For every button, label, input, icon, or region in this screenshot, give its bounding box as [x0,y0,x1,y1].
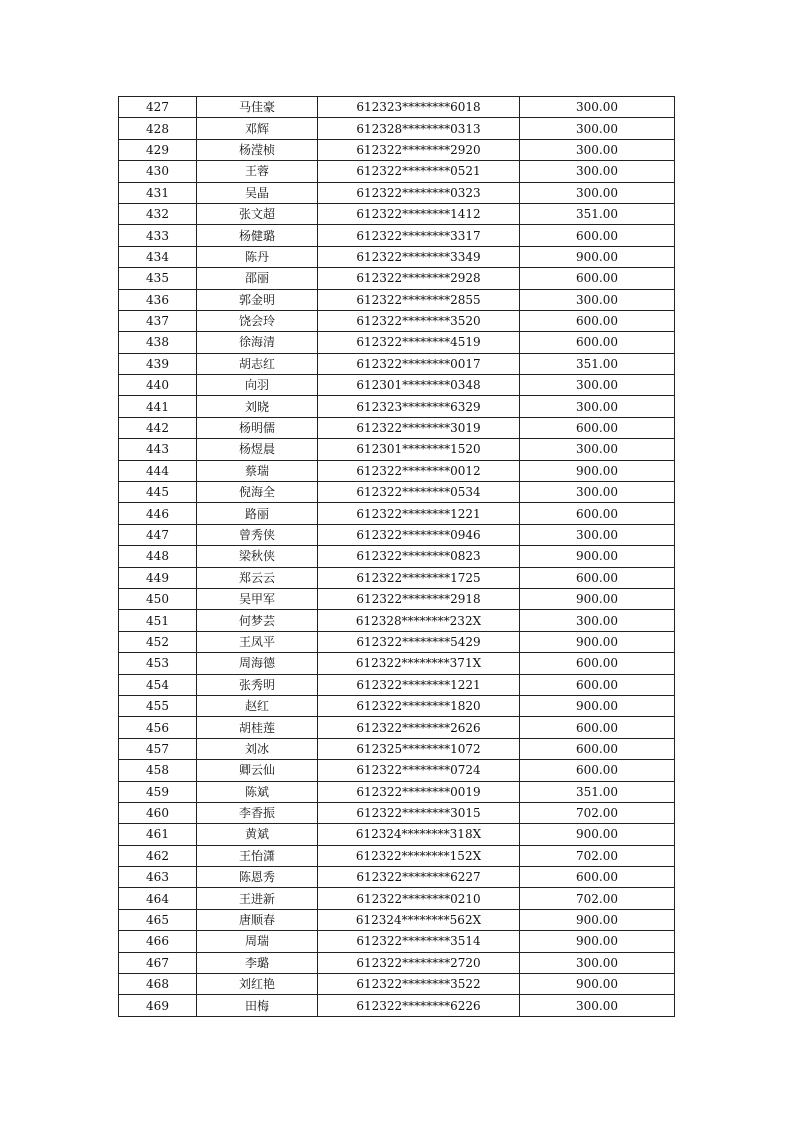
table-row [119,760,675,781]
row-number-cell: 430 [119,161,197,182]
id-number-cell: 612322********1412 [318,203,520,224]
row-number-cell: 443 [119,439,197,460]
amount-cell: 300.00 [520,97,675,118]
amount-cell: 900.00 [520,824,675,845]
recipient-name-cell: 何梦芸 [197,610,318,631]
table-row [119,974,675,995]
table-row [119,396,675,417]
recipient-name-cell: 田梅 [197,995,318,1016]
row-number-cell: 455 [119,695,197,716]
table-row [119,97,675,118]
recipient-name-cell: 饶会玲 [197,310,318,331]
amount-cell: 600.00 [520,674,675,695]
table-row [119,546,675,567]
row-number-cell: 452 [119,631,197,652]
row-number-cell: 456 [119,717,197,738]
amount-cell: 300.00 [520,289,675,310]
recipient-name-cell: 胡桂莲 [197,717,318,738]
table-row [119,439,675,460]
table-row [119,503,675,524]
row-number-cell: 462 [119,845,197,866]
id-number-cell: 612322********2855 [318,289,520,310]
id-number-cell: 612322********3514 [318,931,520,952]
id-number-cell: 612322********3522 [318,974,520,995]
row-number-cell: 469 [119,995,197,1016]
recipient-name-cell: 马佳豪 [197,97,318,118]
amount-cell: 900.00 [520,909,675,930]
table-row [119,375,675,396]
table-row [119,674,675,695]
row-number-cell: 446 [119,503,197,524]
row-number-cell: 450 [119,588,197,609]
row-number-cell: 466 [119,931,197,952]
id-number-cell: 612322********2626 [318,717,520,738]
table-row [119,225,675,246]
recipient-name-cell: 周海德 [197,653,318,674]
amount-cell: 900.00 [520,246,675,267]
id-number-cell: 612322********1725 [318,567,520,588]
amount-cell: 300.00 [520,952,675,973]
table-row [119,332,675,353]
amount-cell: 300.00 [520,482,675,503]
roster-body [119,97,675,1017]
table-row [119,909,675,930]
table-row [119,203,675,224]
amount-cell: 300.00 [520,375,675,396]
id-number-cell: 612322********2928 [318,268,520,289]
recipient-name-cell: 王怡潇 [197,845,318,866]
id-number-cell: 612322********0017 [318,353,520,374]
table-row [119,995,675,1016]
id-number-cell: 612322********0019 [318,781,520,802]
amount-cell: 600.00 [520,332,675,353]
amount-cell: 600.00 [520,225,675,246]
recipient-name-cell: 陈丹 [197,246,318,267]
row-number-cell: 460 [119,802,197,823]
row-number-cell: 467 [119,952,197,973]
amount-cell: 300.00 [520,610,675,631]
table-row [119,268,675,289]
amount-cell: 900.00 [520,931,675,952]
id-number-cell: 612324********318X [318,824,520,845]
table-row [119,845,675,866]
recipient-name-cell: 李璐 [197,952,318,973]
amount-cell: 600.00 [520,867,675,888]
amount-cell: 900.00 [520,588,675,609]
amount-cell: 600.00 [520,738,675,759]
row-number-cell: 438 [119,332,197,353]
table-row [119,888,675,909]
id-number-cell: 612322********2918 [318,588,520,609]
table-row [119,182,675,203]
amount-cell: 600.00 [520,310,675,331]
id-number-cell: 612322********0323 [318,182,520,203]
recipient-name-cell: 陈恩秀 [197,867,318,888]
recipient-name-cell: 杨健璐 [197,225,318,246]
row-number-cell: 437 [119,310,197,331]
table-row [119,567,675,588]
row-number-cell: 454 [119,674,197,695]
amount-cell: 300.00 [520,396,675,417]
id-number-cell: 612324********562X [318,909,520,930]
table-row [119,717,675,738]
id-number-cell: 612322********2920 [318,139,520,160]
recipient-name-cell: 路丽 [197,503,318,524]
recipient-name-cell: 蔡瑞 [197,460,318,481]
recipient-name-cell: 陈斌 [197,781,318,802]
amount-cell: 600.00 [520,503,675,524]
row-number-cell: 465 [119,909,197,930]
recipient-name-cell: 杨滢桢 [197,139,318,160]
id-number-cell: 612322********371X [318,653,520,674]
id-number-cell: 612322********3019 [318,417,520,438]
recipient-name-cell: 唐顺春 [197,909,318,930]
table-row [119,610,675,631]
id-number-cell: 612322********4519 [318,332,520,353]
recipient-name-cell: 邵丽 [197,268,318,289]
recipient-name-cell: 杨明儒 [197,417,318,438]
amount-cell: 702.00 [520,845,675,866]
id-number-cell: 612322********6227 [318,867,520,888]
recipient-name-cell: 梁秋侠 [197,546,318,567]
table-row [119,460,675,481]
table-row [119,588,675,609]
amount-cell: 300.00 [520,182,675,203]
recipient-name-cell: 张文超 [197,203,318,224]
row-number-cell: 432 [119,203,197,224]
id-number-cell: 612322********0210 [318,888,520,909]
table-row [119,139,675,160]
id-number-cell: 612301********1520 [318,439,520,460]
table-row [119,867,675,888]
id-number-cell: 612322********152X [318,845,520,866]
row-number-cell: 441 [119,396,197,417]
recipient-name-cell: 杨煜晨 [197,439,318,460]
table-row [119,289,675,310]
amount-cell: 351.00 [520,353,675,374]
amount-cell: 702.00 [520,888,675,909]
id-number-cell: 612322********3317 [318,225,520,246]
id-number-cell: 612325********1072 [318,738,520,759]
row-number-cell: 453 [119,653,197,674]
recipient-name-cell: 王进新 [197,888,318,909]
amount-cell: 900.00 [520,460,675,481]
recipient-name-cell: 刘冰 [197,738,318,759]
id-number-cell: 612322********3015 [318,802,520,823]
id-number-cell: 612322********1221 [318,503,520,524]
id-number-cell: 612322********0012 [318,460,520,481]
row-number-cell: 428 [119,118,197,139]
row-number-cell: 463 [119,867,197,888]
row-number-cell: 451 [119,610,197,631]
row-number-cell: 431 [119,182,197,203]
amount-cell: 600.00 [520,567,675,588]
id-number-cell: 612323********6018 [318,97,520,118]
row-number-cell: 435 [119,268,197,289]
id-number-cell: 612322********6226 [318,995,520,1016]
id-number-cell: 612322********3349 [318,246,520,267]
table-row [119,353,675,374]
row-number-cell: 434 [119,246,197,267]
amount-cell: 300.00 [520,524,675,545]
row-number-cell: 439 [119,353,197,374]
amount-cell: 600.00 [520,268,675,289]
amount-cell: 900.00 [520,974,675,995]
amount-cell: 900.00 [520,546,675,567]
table-row [119,417,675,438]
id-number-cell: 612322********0724 [318,760,520,781]
recipient-name-cell: 郑云云 [197,567,318,588]
amount-cell: 600.00 [520,717,675,738]
amount-cell: 600.00 [520,417,675,438]
id-number-cell: 612323********6329 [318,396,520,417]
amount-cell: 351.00 [520,781,675,802]
recipient-name-cell: 吴甲军 [197,588,318,609]
table-row [119,931,675,952]
amount-cell: 900.00 [520,631,675,652]
amount-cell: 300.00 [520,995,675,1016]
table-row [119,631,675,652]
amount-cell: 300.00 [520,139,675,160]
recipient-name-cell: 赵红 [197,695,318,716]
row-number-cell: 444 [119,460,197,481]
amount-cell: 702.00 [520,802,675,823]
recipient-name-cell: 徐海清 [197,332,318,353]
recipient-name-cell: 卿云仙 [197,760,318,781]
recipient-name-cell: 曾秀侠 [197,524,318,545]
table-row [119,310,675,331]
id-number-cell: 612322********2720 [318,952,520,973]
table-row [119,524,675,545]
id-number-cell: 612322********1221 [318,674,520,695]
amount-cell: 300.00 [520,118,675,139]
id-number-cell: 612322********5429 [318,631,520,652]
recipient-name-cell: 胡志红 [197,353,318,374]
id-number-cell: 612322********3520 [318,310,520,331]
row-number-cell: 457 [119,738,197,759]
row-number-cell: 458 [119,760,197,781]
amount-cell: 300.00 [520,161,675,182]
table-row [119,482,675,503]
recipient-name-cell: 周瑞 [197,931,318,952]
id-number-cell: 612328********0313 [318,118,520,139]
table-row [119,738,675,759]
id-number-cell: 612322********0534 [318,482,520,503]
table-row [119,802,675,823]
id-number-cell: 612322********0946 [318,524,520,545]
recipient-name-cell: 刘红艳 [197,974,318,995]
row-number-cell: 448 [119,546,197,567]
row-number-cell: 449 [119,567,197,588]
recipient-name-cell: 王凤平 [197,631,318,652]
id-number-cell: 612322********1820 [318,695,520,716]
row-number-cell: 468 [119,974,197,995]
recipient-name-cell: 向羽 [197,375,318,396]
row-number-cell: 427 [119,97,197,118]
recipient-name-cell: 邓辉 [197,118,318,139]
roster-table [118,96,675,1017]
row-number-cell: 442 [119,417,197,438]
row-number-cell: 464 [119,888,197,909]
id-number-cell: 612328********232X [318,610,520,631]
table-row [119,781,675,802]
row-number-cell: 433 [119,225,197,246]
recipient-name-cell: 刘晓 [197,396,318,417]
amount-cell: 900.00 [520,695,675,716]
amount-cell: 300.00 [520,439,675,460]
recipient-name-cell: 黄斌 [197,824,318,845]
recipient-name-cell: 李香振 [197,802,318,823]
table-row [119,952,675,973]
amount-cell: 351.00 [520,203,675,224]
table-row [119,653,675,674]
row-number-cell: 436 [119,289,197,310]
recipient-name-cell: 倪海全 [197,482,318,503]
row-number-cell: 445 [119,482,197,503]
row-number-cell: 447 [119,524,197,545]
id-number-cell: 612301********0348 [318,375,520,396]
recipient-name-cell: 吴晶 [197,182,318,203]
amount-cell: 600.00 [520,760,675,781]
table-row [119,161,675,182]
table-row [119,246,675,267]
table-row [119,118,675,139]
recipient-name-cell: 张秀明 [197,674,318,695]
row-number-cell: 459 [119,781,197,802]
recipient-name-cell: 郭金明 [197,289,318,310]
id-number-cell: 612322********0823 [318,546,520,567]
row-number-cell: 440 [119,375,197,396]
row-number-cell: 429 [119,139,197,160]
row-number-cell: 461 [119,824,197,845]
table-row [119,695,675,716]
table-row [119,824,675,845]
amount-cell: 600.00 [520,653,675,674]
recipient-name-cell: 王蓉 [197,161,318,182]
id-number-cell: 612322********0521 [318,161,520,182]
